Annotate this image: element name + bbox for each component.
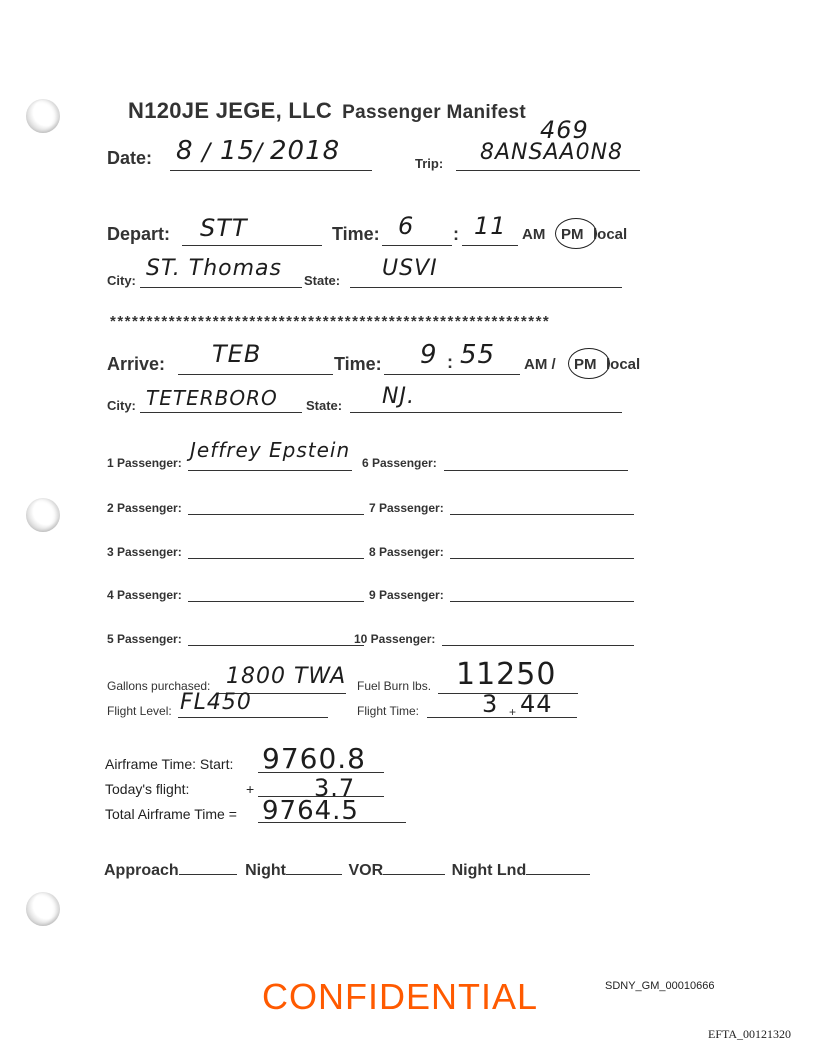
arrive-label: Arrive: — [107, 354, 166, 374]
date-day: 15 — [220, 136, 256, 166]
trip-line — [456, 170, 640, 171]
date-slash-2: / — [254, 138, 264, 166]
depart-local-text: local — [593, 226, 628, 243]
fuel-burn-value: 11250 — [456, 657, 557, 692]
depart-hour: 6 — [398, 212, 415, 240]
depart-am: AM — [522, 226, 546, 243]
arrive-hour: 9 — [420, 340, 438, 370]
arrive-city-label: City: — [107, 398, 136, 413]
date-label: Date: — [107, 148, 153, 168]
passenger-1-label: 1 Passenger: — [107, 456, 182, 470]
passenger-9-label: 9 Passenger: — [369, 588, 444, 602]
passenger-8-label: 8 Passenger: — [369, 545, 444, 559]
fuel-burn-label: Fuel Burn lbs. — [357, 679, 432, 693]
date-month: 8 — [176, 136, 194, 166]
vor-line — [383, 874, 445, 875]
arrive-am: AM / — [524, 356, 556, 373]
arrive-state-label: State: — [306, 398, 343, 413]
manifest-title — [128, 98, 526, 124]
night-line — [286, 874, 342, 875]
total-airframe-label: Total Airframe Time = — [105, 806, 237, 822]
arrive-local-text: local — [606, 356, 641, 373]
passenger-5-label: 5 Passenger: — [107, 632, 182, 646]
passenger-5-line — [188, 645, 364, 646]
passenger-10-line — [442, 645, 634, 646]
night-label: Night — [245, 862, 286, 879]
confidential-stamp: CONFIDENTIAL — [262, 976, 539, 1017]
arrive-city: TETERBORO — [146, 386, 278, 410]
depart-hour-line — [382, 245, 452, 246]
arrive-time-line — [384, 374, 520, 375]
flight-time-line — [427, 717, 577, 718]
depart-minute: 11 — [474, 212, 507, 240]
arrive-minute: 55 — [460, 340, 496, 370]
passenger-7-label: 7 Passenger: — [369, 501, 444, 515]
bates-number: SDNY_GM_00010666 — [605, 980, 715, 992]
depart-city-line — [140, 287, 302, 288]
date-slash-1: / — [202, 138, 212, 166]
passenger-9-line — [450, 601, 634, 602]
depart-state: USVI — [382, 256, 438, 281]
night-lnd-label: Night Lnd — [451, 862, 527, 879]
todays-flight-plus: + — [246, 781, 255, 797]
flight-level-line — [178, 717, 328, 718]
passenger-2-label: 2 Passenger: — [107, 501, 182, 515]
flight-level-label: Flight Level: — [107, 704, 172, 718]
flight-time-hours: 3 — [482, 690, 499, 718]
passenger-7-line — [450, 514, 634, 515]
todays-flight-value: 3.7 — [314, 774, 356, 802]
depart-line — [182, 245, 322, 246]
passenger-1-name: Jeffrey Epstein — [190, 438, 351, 462]
arrive-state-line — [350, 412, 622, 413]
passenger-10-label: 10 Passenger: — [354, 632, 436, 646]
depart-pm: PM — [561, 226, 584, 243]
separator-stars: ************************************************************ — [110, 313, 551, 330]
manifest-subtitle: Passenger Manifest — [342, 102, 526, 123]
arrive-time-label: Time: — [334, 354, 382, 374]
passenger-3-line — [188, 558, 364, 559]
approach-row — [104, 862, 590, 880]
passenger-6-line — [444, 470, 628, 471]
arrive-local — [606, 356, 640, 373]
passenger-6-label: 6 Passenger: — [362, 456, 437, 470]
arrive-state: NJ. — [382, 384, 415, 409]
efta-number: EFTA_00121320 — [708, 1027, 792, 1041]
flight-level-value: FL450 — [180, 690, 252, 715]
depart-colon: : — [453, 224, 459, 244]
todays-flight-label: Today's flight: — [105, 781, 190, 797]
passenger-4-label: 4 Passenger: — [107, 588, 182, 602]
passenger-3-label: 3 Passenger: — [107, 545, 182, 559]
approach-label: Approach — [104, 862, 179, 879]
arrive-pm: PM — [574, 356, 597, 373]
gallons-label: Gallons purchased: — [107, 679, 211, 693]
depart-state-line — [350, 287, 622, 288]
total-airframe-value: 9764.5 — [262, 796, 359, 826]
vor-label: VOR — [348, 862, 384, 879]
airframe-start-label: Airframe Time: Start: — [105, 756, 234, 772]
depart-city-label: City: — [107, 273, 136, 288]
gallons-value: 1800 TWA — [226, 664, 347, 689]
depart-local — [593, 226, 628, 243]
depart-airport: STT — [200, 214, 248, 242]
depart-state-label: State: — [304, 273, 341, 288]
approach-line — [179, 874, 237, 875]
flight-time-plus: + — [509, 705, 517, 719]
passenger-1-line — [188, 470, 352, 471]
trip-number: 469 — [540, 116, 589, 144]
date-line — [170, 170, 372, 171]
passenger-4-line — [188, 601, 364, 602]
flight-time-label: Flight Time: — [357, 704, 420, 718]
flight-time-minutes: 44 — [520, 690, 553, 718]
night-lnd-line — [526, 874, 590, 875]
airframe-start-value: 9760.8 — [262, 742, 366, 775]
company-name: N120JE JEGE, LLC — [128, 98, 333, 123]
binder-hole-top — [26, 99, 60, 133]
arrive-colon: : — [447, 352, 453, 372]
date-year: 2018 — [270, 136, 341, 166]
depart-time-label: Time: — [332, 224, 380, 244]
arrive-city-line — [140, 412, 302, 413]
passenger-8-line — [450, 558, 634, 559]
depart-city: ST. Thomas — [146, 256, 282, 281]
binder-hole-bottom — [26, 892, 60, 926]
fuel-burn-line — [438, 693, 578, 694]
depart-label: Depart: — [107, 224, 171, 244]
arrive-line — [178, 374, 333, 375]
trip-label: Trip: — [415, 156, 444, 171]
depart-minute-line — [462, 245, 518, 246]
trip-code: 8ANSAA0N8 — [480, 140, 624, 165]
arrive-airport: TEB — [212, 340, 262, 368]
passenger-2-line — [188, 514, 364, 515]
binder-hole-middle — [26, 498, 60, 532]
